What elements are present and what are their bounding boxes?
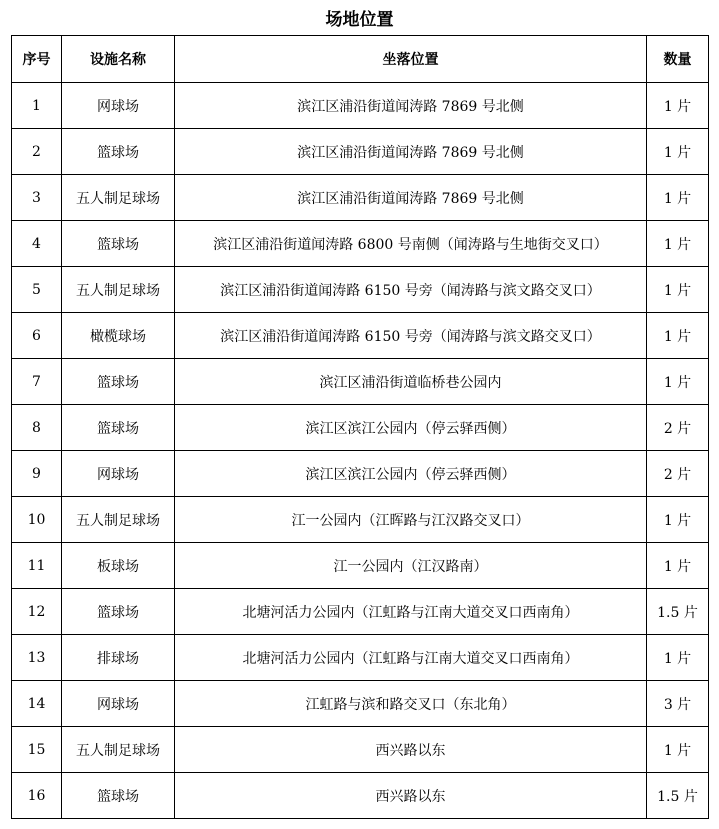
cell-facility-name: 五人制足球场 <box>62 727 175 773</box>
table-row <box>12 727 709 773</box>
cell-quantity: 1 片 <box>647 543 709 589</box>
cell-location: 滨江区浦沿街道闻涛路 7869 号北侧 <box>175 129 647 175</box>
table-row <box>12 359 709 405</box>
cell-location: 滨江区浦沿街道闻涛路 6800 号南侧（闻涛路与生地街交叉口） <box>175 221 647 267</box>
cell-location: 江一公园内（江汉路南） <box>175 543 647 589</box>
cell-no: 11 <box>12 543 62 589</box>
cell-location: 江虹路与滨和路交叉口（东北角） <box>175 681 647 727</box>
header-quantity: 数量 <box>647 36 709 83</box>
cell-location: 江一公园内（江晖路与江汉路交叉口） <box>175 497 647 543</box>
table-row <box>12 681 709 727</box>
table-row <box>12 221 709 267</box>
table-row <box>12 313 709 359</box>
cell-quantity: 2 片 <box>647 451 709 497</box>
cell-location: 西兴路以东 <box>175 727 647 773</box>
cell-quantity: 1 片 <box>647 359 709 405</box>
table-row <box>12 773 709 819</box>
cell-no: 13 <box>12 635 62 681</box>
cell-location: 北塘河活力公园内（江虹路与江南大道交叉口西南角） <box>175 589 647 635</box>
cell-no: 8 <box>12 405 62 451</box>
cell-facility-name: 橄榄球场 <box>62 313 175 359</box>
cell-quantity: 2 片 <box>647 405 709 451</box>
cell-no: 14 <box>12 681 62 727</box>
cell-facility-name: 板球场 <box>62 543 175 589</box>
cell-no: 2 <box>12 129 62 175</box>
table-row <box>12 635 709 681</box>
cell-facility-name: 篮球场 <box>62 405 175 451</box>
table-row <box>12 267 709 313</box>
cell-facility-name: 篮球场 <box>62 359 175 405</box>
table-row <box>12 497 709 543</box>
header-location: 坐落位置 <box>175 36 647 83</box>
cell-facility-name: 篮球场 <box>62 773 175 819</box>
table-header-row <box>12 36 709 83</box>
cell-facility-name: 网球场 <box>62 451 175 497</box>
table-row <box>12 83 709 129</box>
cell-no: 6 <box>12 313 62 359</box>
cell-location: 西兴路以东 <box>175 773 647 819</box>
cell-quantity: 1 片 <box>647 497 709 543</box>
cell-quantity: 1 片 <box>647 221 709 267</box>
cell-location: 滨江区滨江公园内（停云驿西侧） <box>175 405 647 451</box>
cell-facility-name: 篮球场 <box>62 129 175 175</box>
venue-table <box>11 35 709 819</box>
cell-facility-name: 篮球场 <box>62 589 175 635</box>
cell-facility-name: 五人制足球场 <box>62 497 175 543</box>
cell-quantity: 1 片 <box>647 727 709 773</box>
cell-no: 4 <box>12 221 62 267</box>
cell-facility-name: 网球场 <box>62 83 175 129</box>
cell-facility-name: 五人制足球场 <box>62 267 175 313</box>
cell-quantity: 1 片 <box>647 83 709 129</box>
header-no: 序号 <box>12 36 62 83</box>
cell-no: 3 <box>12 175 62 221</box>
cell-quantity: 3 片 <box>647 681 709 727</box>
cell-no: 10 <box>12 497 62 543</box>
table-row <box>12 405 709 451</box>
cell-location: 滨江区滨江公园内（停云驿西侧） <box>175 451 647 497</box>
cell-quantity: 1 片 <box>647 175 709 221</box>
cell-no: 15 <box>12 727 62 773</box>
cell-quantity: 1 片 <box>647 129 709 175</box>
cell-location: 滨江区浦沿街道闻涛路 7869 号北侧 <box>175 83 647 129</box>
cell-quantity: 1.5 片 <box>647 589 709 635</box>
cell-quantity: 1.5 片 <box>647 773 709 819</box>
cell-location: 滨江区浦沿街道闻涛路 6150 号旁（闻涛路与滨文路交叉口） <box>175 313 647 359</box>
cell-no: 16 <box>12 773 62 819</box>
cell-quantity: 1 片 <box>647 267 709 313</box>
cell-no: 1 <box>12 83 62 129</box>
cell-no: 5 <box>12 267 62 313</box>
cell-quantity: 1 片 <box>647 635 709 681</box>
table-row <box>12 451 709 497</box>
table-row <box>12 129 709 175</box>
table-row <box>12 589 709 635</box>
cell-location: 北塘河活力公园内（江虹路与江南大道交叉口西南角） <box>175 635 647 681</box>
cell-location: 滨江区浦沿街道闻涛路 7869 号北侧 <box>175 175 647 221</box>
table-row <box>12 543 709 589</box>
cell-location: 滨江区浦沿街道临桥巷公园内 <box>175 359 647 405</box>
cell-facility-name: 篮球场 <box>62 221 175 267</box>
cell-quantity: 1 片 <box>647 313 709 359</box>
header-facility-name: 设施名称 <box>62 36 175 83</box>
page-title: 场地位置 <box>325 10 394 30</box>
cell-no: 12 <box>12 589 62 635</box>
cell-facility-name: 排球场 <box>62 635 175 681</box>
cell-no: 7 <box>12 359 62 405</box>
cell-location: 滨江区浦沿街道闻涛路 6150 号旁（闻涛路与滨文路交叉口） <box>175 267 647 313</box>
table-row <box>12 175 709 221</box>
cell-no: 9 <box>12 451 62 497</box>
cell-facility-name: 网球场 <box>62 681 175 727</box>
cell-facility-name: 五人制足球场 <box>62 175 175 221</box>
